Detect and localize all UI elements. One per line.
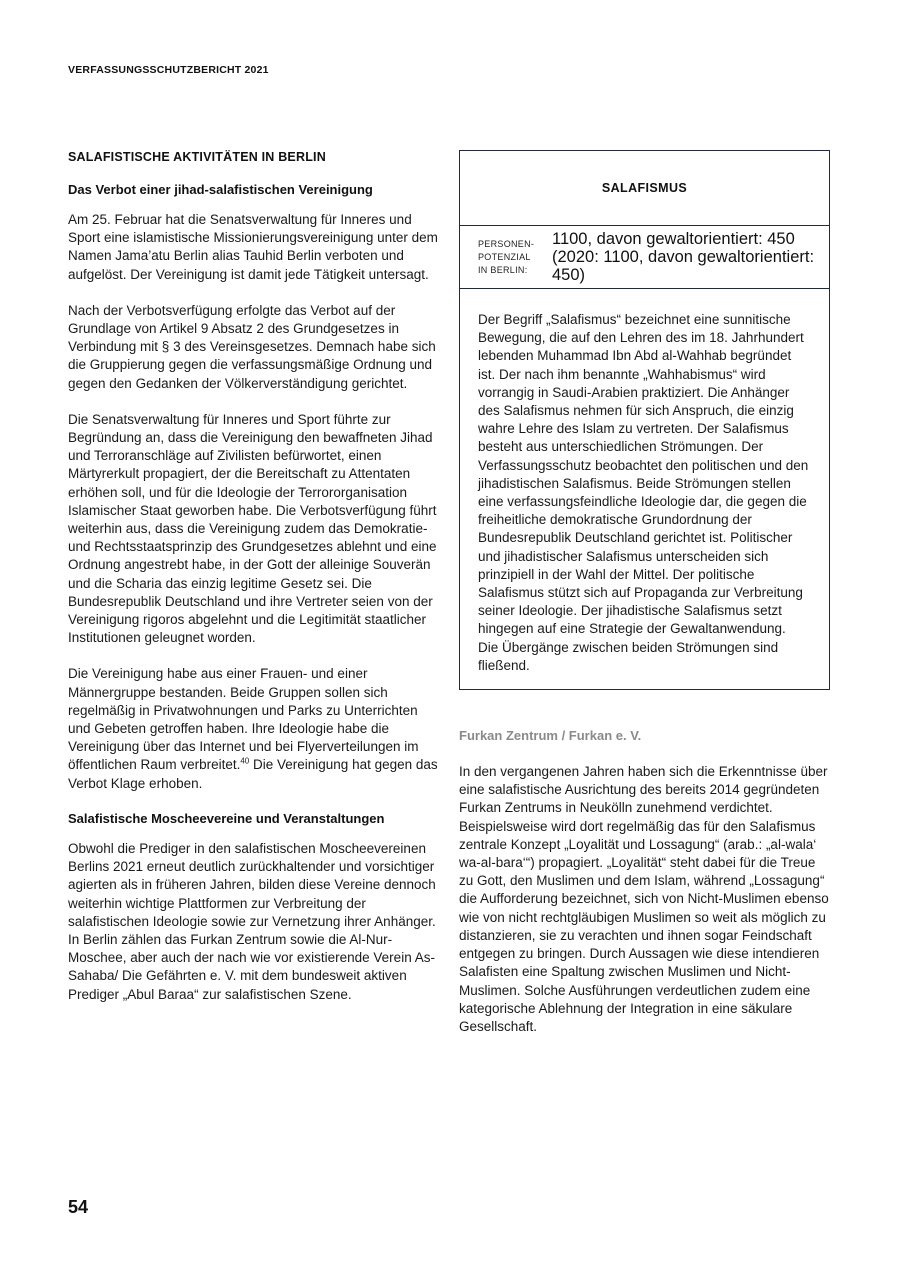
stats-label-line: POTENZIAL: [478, 251, 531, 262]
subheading-moscheevereine: Salafistische Moscheevereine und Veranstaltungen: [68, 810, 385, 826]
paragraph-text-tail: Die Vereinigung hat gegen das Verbot Klage erhoben.: [68, 757, 438, 791]
infobox-text: Der Begriff „Salafismus“ bezeichnet eine sunnitische Bewegung, die auf den Lehren des im 18. Jahrhundert lebenden Muhammad Ibn Abd al-Wahhab begründet ist. Der nach ihm benannte „Wahhabismus“ wird vorrangig in Saudi-Arabien praktiziert. Die Anhänger des Salafismus nehmen für sich Anspruch, die einzig wahre Lehre des Islam zu vertreten. Der Salafismus besteht aus unterschiedlichen Strömungen. Der Verfassungsschutz beobachtet den politischen und den jihadistischen Salafismus. Beide Strömungen stellen eine verfassungsfeindliche Ideologie dar, die gegen die freiheitliche demokratische Grundordnung der Bundesrepublik Deutschland gerichtet ist. Politischer und jihadistischer Salafismus unterscheiden sich prinzipiell in der Wahl der Mittel. Der politische Salafismus stützt sich auf Propaganda zur Verbreitung seiner Ideologie. Der jihadistische Salafismus setzt hingegen auf eine Strategie der Gewaltanwendung. Die Übergänge zwischen beiden Strömungen sind fließend.: [478, 312, 809, 673]
paragraph-with-footnote: [68, 665, 440, 792]
paragraph: Die Senatsverwaltung für Inneres und Sport führte zur Begründung an, dass die Vereinigung den bewaffneten Jihad und Terroranschläge auf Zivilisten befürwortet, einen Märtyrerkult propagiert, der die Bereitschaft zu Attentaten erhöhen soll, und für die Ideologie der Terrororganisation Islamischer Staat geworben habe. Die Verbotsverfügung führt weiterhin aus, dass die Vereinigung zudem das Demokratie- und Rechtsstaatsprinzip des Grundgesetzes ablehnt und eine Ordnung angestrebt habe, in der Gott der alleinige Souverän und die Scharia das einzig legitime Gesetz sei. Die Bundesrepublik Deutschland und ihre Vertreter seien von der Vereinigung rigoros abgelehnt und die Legitimität staatlicher Institutionen geleugnet worden.: [68, 411, 437, 646]
right-column: [459, 150, 830, 1054]
page-number: 54: [68, 1197, 89, 1217]
stats-label-line: IN BERLIN:: [478, 264, 528, 275]
paragraph: Nach der Verbotsverfügung erfolgte das Verbot auf der Grundlage von Artikel 9 Absatz 2 des Grundgesetzes in Verbindung mit § 3 des Vereinsgesetzes. Demnach habe sich die Gruppierung gegen die verfassungsmäßige Ordnung und gegen den Gedanken der Völkerverständigung gerichtet.: [68, 302, 436, 391]
subheading-furkan: Furkan Zentrum / Furkan e. V.: [459, 728, 642, 744]
infobox-body: [460, 289, 829, 689]
personenpotenzial-label: [478, 238, 552, 277]
personenpotenzial-value: 1100, davon gewaltorientiert: 450 (2020: 1100, davon gewaltorientiert: 450): [552, 230, 815, 284]
paragraph: Obwohl die Prediger in den salafistischen Moscheevereinen Berlins 2021 erneut deutlich zurückhaltender und vorsichtiger agierten als in früheren Jahren, bilden diese Vereine dennoch weiterhin wichtige Plattformen zur Verbreitung der salafistischen Ideologie sowie zur Vernetzung ihrer Anhänger. In Berlin zählen das Furkan Zentrum sowie die Al-Nur-Moschee, aber auch der nach wie vor existierende Verein As-Sahaba/ Die Gefährten e. V. mit dem bundesweit aktiven Prediger „Abul Baraa“ zur salafistischen Szene.: [68, 840, 436, 1002]
left-column: [68, 150, 440, 1022]
footnote-marker[interactable]: 40: [240, 756, 250, 766]
salafismus-infobox: [459, 150, 830, 690]
stats-label-line: PERSONEN-: [478, 238, 535, 249]
paragraph: In den vergangenen Jahren haben sich die Erkenntnisse über eine salafistische Ausrichtung des bereits 2014 gegründeten Furkan Zentrums in Neukölln zunehmend verdichtet. Beispielsweise wird dort regelmäßig das für den Salafismus zentrale Konzept „Loyalität und Lossagung“ (arab.: „al-wala‘ wa-al-bara‘“) propagiert. „Loyalität“ steht dabei für die Treue zu Gott, den Muslimen und dem Islam, während „Lossagung“ die Aufforderung bezeichnet, sich von Nicht-Muslimen ebenso wie von nicht rechtgläubigen Muslimen so weit als möglich zu distanzieren, sie zu verachten und ihnen sogar Feindschaft entgegen zu bringen. Durch Aussagen wie diese intendieren Salafisten eine Spaltung zwischen Muslimen und Nicht-Muslimen. Solche Ausführungen verdeutlichen zudem eine kategorische Ablehnung der Integration in eine säkulare Gesellschaft.: [459, 764, 829, 1034]
paragraph-text: Die Vereinigung habe aus einer Frauen- und einer Männergruppe bestanden. Beide Gruppen sollen sich regelmäßig in Privatwohnungen und Parks zu Unterrichten und Gebeten getroffen haben. Ihre Ideologie habe die Vereinigung über das Internet und bei Flyerverteilungen im öffentlichen Raum verbreitet.: [68, 666, 419, 773]
running-header: VERFASSUNGSSCHUTZBERICHT 2021: [68, 64, 269, 76]
subheading-verbot: Das Verbot einer jihad-salafistischen Vereinigung: [68, 182, 373, 197]
paragraph: Am 25. Februar hat die Senatsverwaltung für Inneres und Sport eine islamistische Missionierungsvereinigung unter dem Namen Jama’atu Berlin alias Tauhid Berlin verboten und aufgelöst. Der Vereinigung ist damit jede Tätigkeit untersagt.: [68, 212, 438, 282]
infobox-stats: [460, 226, 829, 289]
section-title: SALAFISTISCHE AKTIVITÄTEN IN BERLIN: [68, 150, 326, 164]
infobox-title: SALAFISMUS: [460, 151, 829, 226]
